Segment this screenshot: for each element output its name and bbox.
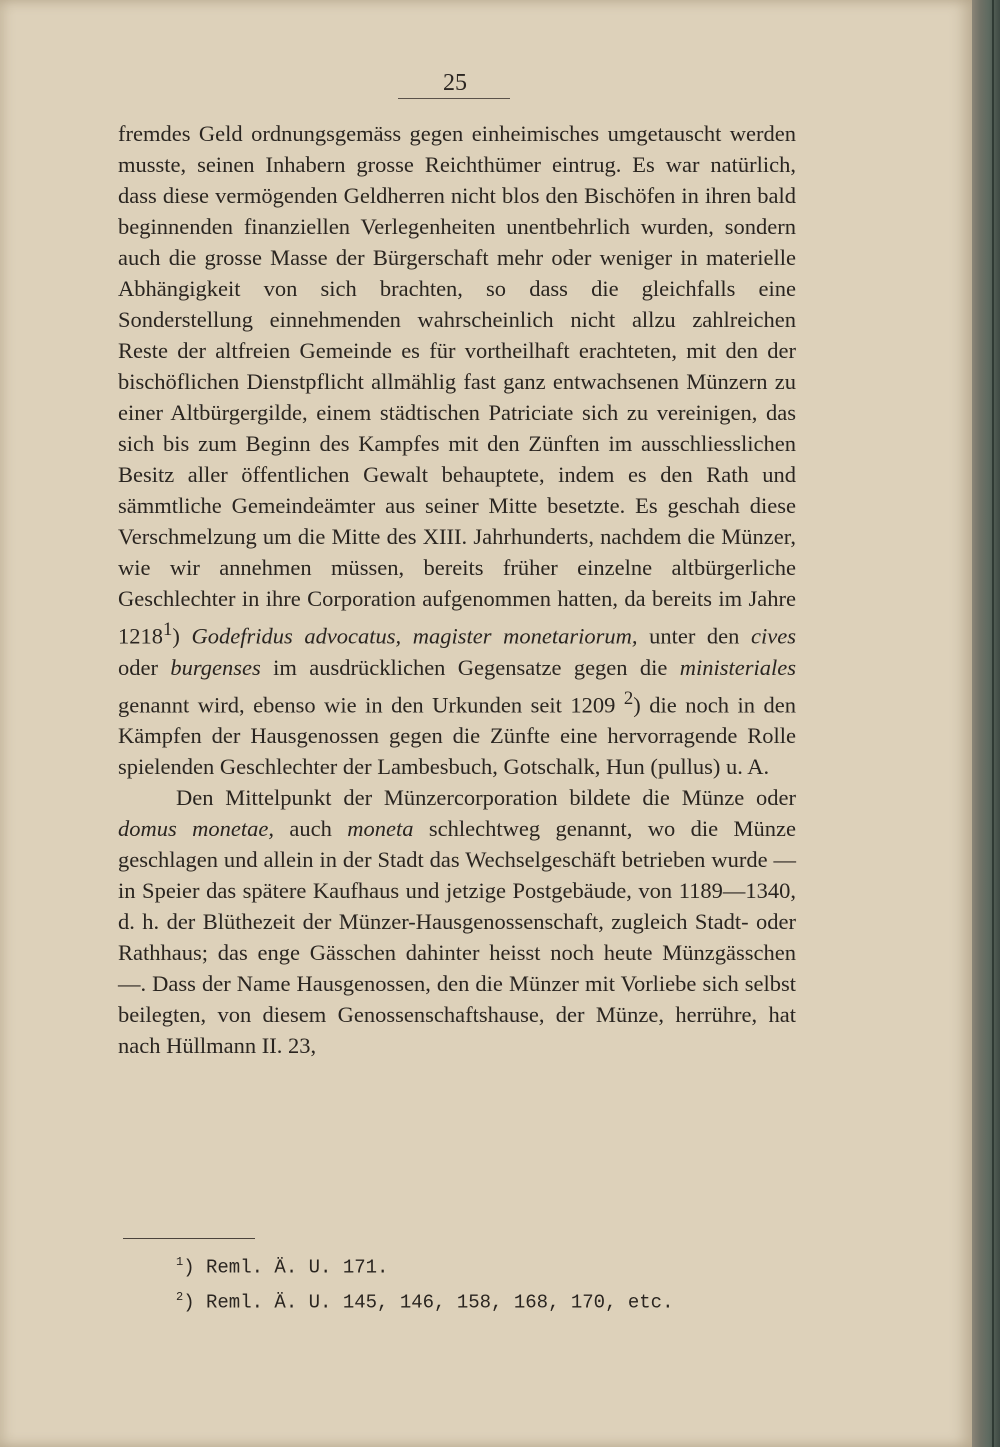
text-run: genannt wird, ebenso wie in den Urkunden seit 1209 [118, 692, 624, 717]
footnote-ref: 1 [163, 619, 173, 640]
text-run: Den Mittelpunkt der Münzercorporation bildete die Münze oder [176, 785, 796, 810]
footnote-mark: 2 [176, 1290, 184, 1305]
footnote [176, 1282, 776, 1317]
footnote-rule [123, 1238, 255, 1239]
paragraph [118, 118, 796, 782]
paragraph [118, 782, 796, 1061]
text-run: ) [172, 623, 192, 649]
text-run: ) die noch in den Kämpfen der Hausgenossen gegen die Zünfte eine hervorragende Rolle spielenden Geschlechter der Lambesbuch, Gotschalk, Hun (pullus) u. A. [118, 692, 796, 779]
text-run: schlechtweg genannt, wo die Münze geschlagen und allein in der Stadt das Wechselgeschäft betrieben wurde — in Speier das spätere Kaufhaus und jetzige Postgebäude, von 1189—1340, d. h. der Blüthezeit der Münzer-Hausgenossenschaft, zugleich Stadt- oder Rathhaus; das enge Gässchen dahinter heisst noch heute Münzgässchen —. Dass der Name Hausgenossen, den die Münzer mit Vorliebe sich selbst beilegten, von diesem Genossenschaftshause, der Münze, herrühre, hat nach Hüllmann II. 23, [118, 816, 796, 1058]
page-number-rule [398, 98, 510, 99]
italic-term: cives [751, 623, 796, 649]
page-number: 25 [443, 70, 467, 96]
text-run: im ausdrücklichen Gegensatze gegen die [260, 654, 680, 680]
spine-shadow-line [992, 0, 994, 1447]
text-run: auch [274, 816, 348, 841]
footnote [176, 1247, 776, 1282]
italic-term: domus monetae, [118, 816, 274, 841]
body-text [118, 118, 796, 1061]
text-run: oder [118, 654, 171, 680]
footnote-text: ) Reml. Ä. U. 145, 146, 158, 168, 170, etc. [183, 1291, 674, 1314]
footnote-mark: 1 [176, 1255, 184, 1269]
italic-term: ministeriales [679, 654, 796, 680]
footnote-text: ) Reml. Ä. U. 171. [183, 1256, 389, 1279]
footnotes [176, 1247, 776, 1318]
italic-term: burgenses [170, 654, 261, 680]
text-run: fremdes Geld ordnungsgemäss gegen einheimisches umgetauscht werden musste, seinen Inhabern grosse Reichthümer eintrug. Es war natürlich, dass diese vermögenden Geldherren nicht blos den Bischöfen in ihren bald beginnenden finanziellen Verlegenheiten unentbehrlich wurden, sondern auch die grosse Masse der Bürgerschaft mehr oder weniger in materielle Abhängigkeit von sich brachten, so dass die gleichfalls eine Sonderstellung einnehmenden wahrscheinlich nicht allzu zahlreichen Reste der altfreien Gemeinde es für vortheilhaft erachteten, mit den der bischöflichen Dienstpflicht allmählig fast ganz entwachsenen Münzern zu einer Altbürgergilde, einem städtischen Patriciate sich zu vereinigen, das sich bis zum Beginn des Kampfes mit den Zünften im ausschliesslichen Besitz aller öffentlichen Gewalt behauptete, indem es den Rath und sämmtliche Gemeindeämter aus seiner Mitte besetzte. Es geschah diese Verschmelzung um die Mitte des XIII. Jahrhunderts, nachdem die Münzer, wie wir annehmen müssen, bereits früher einzelne altbürgerliche Geschlechter in ihre Corporation aufgenommen hatten, da bereits im Jahre 1218 [118, 121, 796, 649]
text-run: unter den [637, 623, 752, 649]
footnote-ref: 2 [623, 687, 634, 709]
italic-term: moneta [347, 816, 414, 841]
italic-term: Godefridus advocatus, magister monetariorum, [191, 623, 638, 649]
book-spine-edge [972, 0, 1000, 1447]
